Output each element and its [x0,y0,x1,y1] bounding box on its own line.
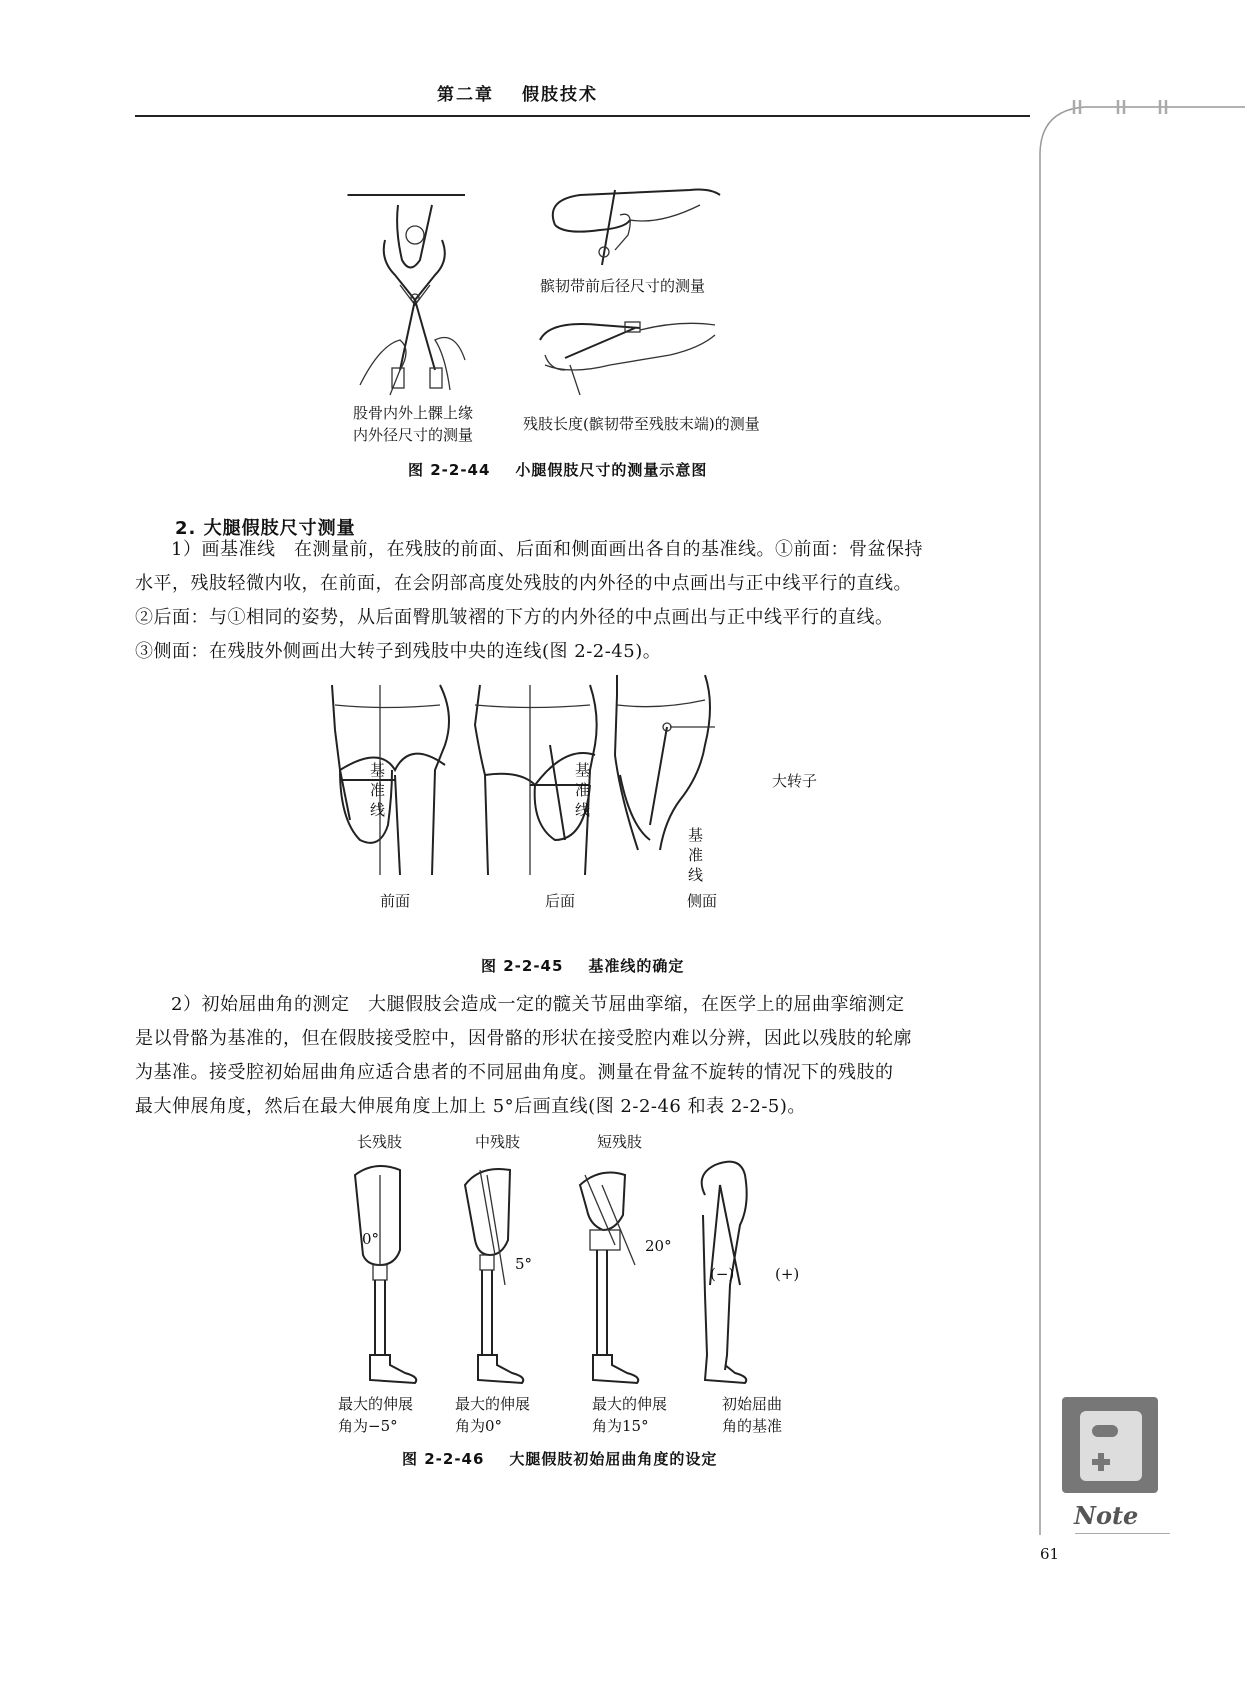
para2-line4: 最大伸展角度，然后在最大伸展角度上加上 5°后画直线(图 2-2-46 和表 2-2-5)。 [135,1096,806,1117]
fig46-minus: (−) [710,1265,735,1283]
fig46-short-label: 短残肢 [597,1133,643,1151]
note-label: Note [1074,1501,1139,1530]
fig45-side-label: 侧面 [687,892,718,910]
section-heading: 2. 大腿假肢尺寸测量 [175,518,356,539]
para1-line1: 1）画基准线 在测量前，在残肢的前面、后面和侧面画出各自的基准线。①前面：骨盆保持 [171,539,923,560]
fig45-front-label: 前面 [380,892,411,910]
prosthesis-long [355,1166,416,1383]
para1-line4: ③侧面：在残肢外侧画出大转子到残肢中央的连线(图 2-2-45)。 [135,641,662,662]
fig45-baseline-front: 基准线 [370,761,386,819]
fig46-cap4 [722,1393,782,1437]
fig46-cap3-line2: 角为15° [592,1417,649,1435]
chapter-title: 假肢技术 [521,85,598,105]
fig46-plus: (+) [775,1265,800,1283]
prosthesis-mid [465,1169,523,1383]
para2-line2: 是以骨骼为基准的，但在假肢接受腔中，因骨骼的形状在接受腔内难以分辨，因此以残肢的轮廓 [135,1028,912,1049]
fig45-caption-number: 图 2-2-45 [481,957,564,975]
paragraph-baseline [135,533,1030,669]
para2-line1: 2）初始屈曲角的测定 大腿假肢会造成一定的髋关节屈曲挛缩，在医学上的屈曲挛缩测定 [171,994,905,1015]
header-rule [135,115,1030,117]
fig46-mid-label: 中残肢 [475,1133,521,1151]
fig46-cap3-line1: 最大的伸展 [592,1395,668,1413]
fig46-caption-number: 图 2-2-46 [402,1450,485,1468]
running-header [0,80,1035,105]
prosthesis-short [580,1173,638,1383]
fig44-label-patellar-tendon: 髌韧带前后径尺寸的测量 [540,277,706,295]
margin-decoration [1030,95,1245,1535]
fig46-long-label: 长残肢 [357,1133,403,1151]
fig44-caption [408,459,707,480]
fig44-caption-number: 图 2-2-44 [408,461,491,479]
fig45-great-trochanter: 大转子 [772,772,818,790]
note-icon [1060,1395,1160,1530]
para1-line2: 水平，残肢轻微内收，在前面，在会阴部高度处残肢的内外径的中点画出与正中线平行的直线。 [135,573,912,594]
fig44-label-femur-line2: 内外径尺寸的测量 [353,426,474,444]
paragraph-flexion-angle [135,988,1030,1124]
para2-line3: 为基准。接受腔初始屈曲角应适合患者的不同屈曲角度。测量在骨盆不旋转的情况下的残肢的 [135,1062,894,1083]
fig46-cap2-line1: 最大的伸展 [455,1395,531,1413]
fig45-back-label: 后面 [545,892,576,910]
fig46-angle-0: 0° [362,1230,380,1248]
fig46-cap1 [338,1393,413,1437]
fig46-cap1-line1: 最大的伸展 [338,1395,414,1413]
fig44-label-femur-line1: 股骨内外上髁上缘 [353,404,474,422]
fig46-cap3 [592,1393,667,1437]
fig45-baseline-back: 基准线 [575,761,591,819]
fig45-caption [481,955,684,976]
fig44-label-femur [353,402,473,446]
fig44-label-residual-length: 残肢长度(髌韧带至残肢末端)的测量 [523,415,760,433]
fig46-caption [402,1448,717,1469]
fig44-caption-text: 小腿假肢尺寸的测量示意图 [515,461,708,479]
figure-2-2-45-illustration [320,675,820,915]
note-rule [1075,1533,1170,1534]
fig46-cap4-line1: 初始屈曲 [722,1395,783,1413]
fig46-caption-text: 大腿假肢初始屈曲角度的设定 [509,1450,718,1468]
fig45-caption-text: 基准线的确定 [588,957,685,975]
figure-2-2-46-illustration [345,1155,825,1390]
fig46-angle-20: 20° [645,1237,672,1255]
page-number: 61 [1040,1545,1060,1563]
fig45-baseline-side: 基准线 [688,826,704,884]
fig46-cap2 [455,1393,530,1437]
fig46-angle-5: 5° [515,1255,533,1273]
fig46-cap4-line2: 角的基准 [722,1417,783,1435]
para1-line3: ②后面：与①相同的姿势，从后面臀肌皱褶的下方的内外径的中点画出与正中线平行的直线。 [135,607,894,628]
fig46-cap2-line2: 角为0° [455,1417,503,1435]
chapter-number: 第二章 [437,85,495,105]
fig46-cap1-line2: 角为−5° [338,1417,398,1435]
